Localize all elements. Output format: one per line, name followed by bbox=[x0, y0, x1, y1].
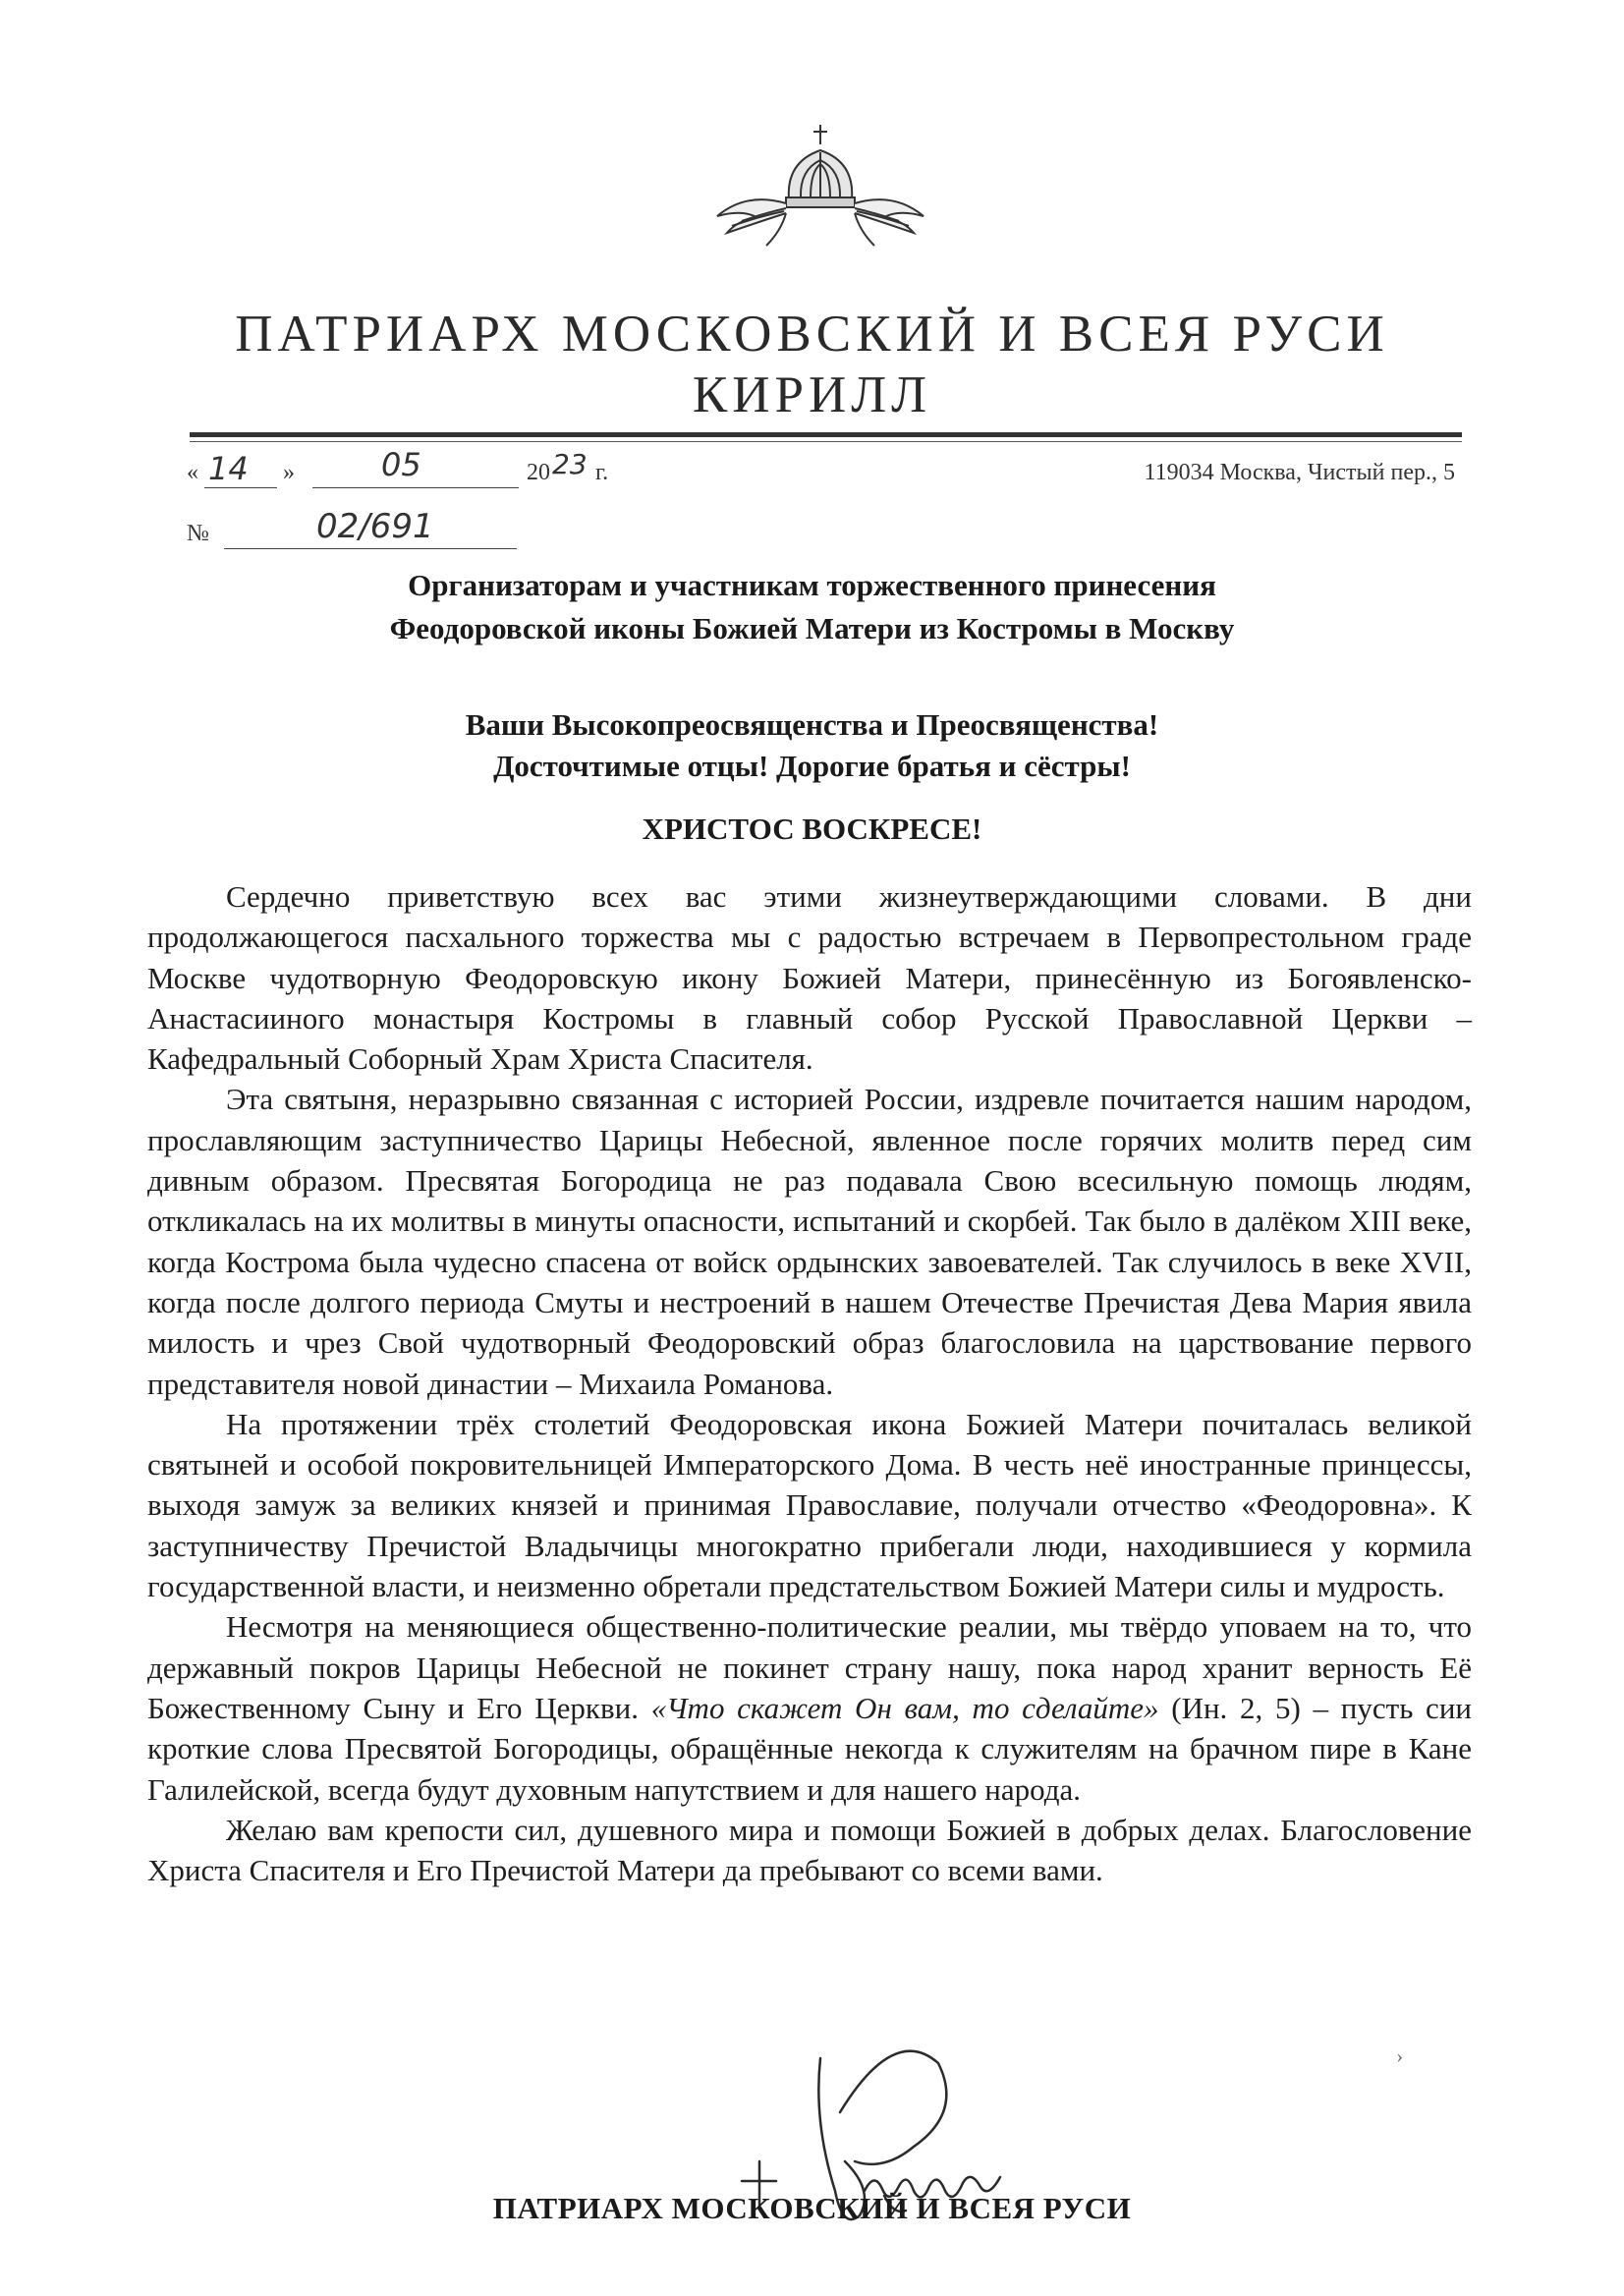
patriarch-emblem bbox=[688, 123, 953, 251]
addressee-line-1: Организаторам и участникам торжественного принесения bbox=[408, 568, 1216, 602]
easter-greeting: ХРИСТОС ВОСКРЕСЕ! bbox=[642, 812, 982, 846]
sender-address: 119034 Москва, Чистый пер., 5 bbox=[1144, 460, 1455, 485]
salutation-line-2: Досточтимые отцы! Дорогие братья и сёстры! bbox=[493, 749, 1131, 783]
letter-body bbox=[147, 876, 1472, 1890]
salutation-line-1: Ваши Высокопреосвященства и Преосвященства! bbox=[465, 707, 1159, 742]
date-month: 05 bbox=[381, 446, 421, 483]
paragraph-3: На протяжении трёх столетий Феодоровская икона Божией Матери почиталась великой святыней и особой покровительницей Императорского Дома. В честь неё иностранные принцессы, выходя замуж за великих князей и принимая Православие, получали отчество «Феодоровна». К заступничеству Пречистой Владычицы многократно прибегали люди, находившиеся у кормила государственной власти, и неизменно обретали предстательством Божией Матери силы и мудрость. bbox=[147, 1406, 1472, 1604]
paragraph-1: Сердечно приветствую всех вас этими жизнеутверждающими словами. В дни продолжающегося пасхального торжества мы с радостью встречаем в Первопрестольном граде Москве чудотворную Феодоровскую икону Божией Матери, принесённую из Богоявленско-Анастасииного монастыря Костромы в главный собор Русской Православной Церкви – Кафедральный Соборный Храм Христа Спасителя. bbox=[147, 879, 1472, 1077]
letterhead-title: ПАТРИАРХ МОСКОВСКИЙ И ВСЕЯ РУСИ bbox=[235, 306, 1389, 363]
letterhead-name: КИРИЛЛ bbox=[692, 366, 932, 423]
margin-mark: › bbox=[1396, 2045, 1403, 2067]
date-year-unit: г. bbox=[595, 460, 609, 485]
header-rule-thin bbox=[190, 441, 1462, 442]
header-rule bbox=[190, 432, 1462, 437]
paragraph-2: Эта святыня, неразрывно связанная с историей России, издревле почитается нашим народом, прославляющим заступничество Царицы Небесной, явленное после горячих молитв перед сим дивным образом. Пресвятая Богородица не раз подавала Свою всесильную помощь людям, откликалась на их молитвы в минуты опасности, испытаний и скорбей. Так было в далёком XIII веке, когда Кострома была чудесно спасена от войск ордынских завоевателей. Так случилось в веке XVII, когда после долгого периода Смуты и нестроений в нашем Отечестве Пречистая Дева Мария явила милость и чрез Свой чудотворный Феодоровский образ благословила на царствование первого представителя новой династии – Михаила Романова. bbox=[147, 1082, 1472, 1401]
date-quote-open: « bbox=[187, 460, 198, 485]
paragraph-4 bbox=[147, 1606, 1472, 1809]
date-quote-close: » bbox=[283, 460, 295, 485]
number-underline bbox=[224, 548, 517, 549]
addressee-line-2: Феодоровской иконы Божией Матери из Костромы в Москву bbox=[389, 611, 1235, 645]
paragraph-4-text: Несмотря на меняющиеся общественно-политические реалии, мы твёрдо уповаем на то, что державный покров Царицы Небесной не покинет страну нашу, пока народ хранит верность Её Божественному Сыну и Его Церкви. bbox=[147, 1609, 1472, 1725]
date-year-suffix: 23 bbox=[552, 448, 588, 480]
paragraph-5: Желаю вам крепости сил, душевного мира и помощи Божией в добрых делах. Благословение Христа Спасителя и Его Пречистой Матери да пребывают со всеми вами. bbox=[147, 1812, 1472, 1888]
document-number: 02/691 bbox=[316, 507, 434, 546]
number-label: № bbox=[187, 521, 209, 546]
footer-title: ПАТРИАРХ МОСКОВСКИЙ И ВСЕЯ РУСИ bbox=[492, 2191, 1132, 2225]
date-day: 14 bbox=[208, 450, 249, 487]
day-underline bbox=[204, 487, 277, 488]
date-year-prefix: 20 bbox=[527, 460, 550, 485]
paragraph-4-continued: (Ин. 2, 5) – пусть сии кроткие слова Пресвятой Богородицы, обращённые некогда к служителям на брачном пире в Кане Галилейской, всегда будут духовным напутствием и для нашего народа. bbox=[147, 1690, 1472, 1807]
scripture-quote: «Что скажет Он вам, то сделайте» bbox=[650, 1690, 1159, 1725]
month-underline bbox=[312, 487, 519, 488]
